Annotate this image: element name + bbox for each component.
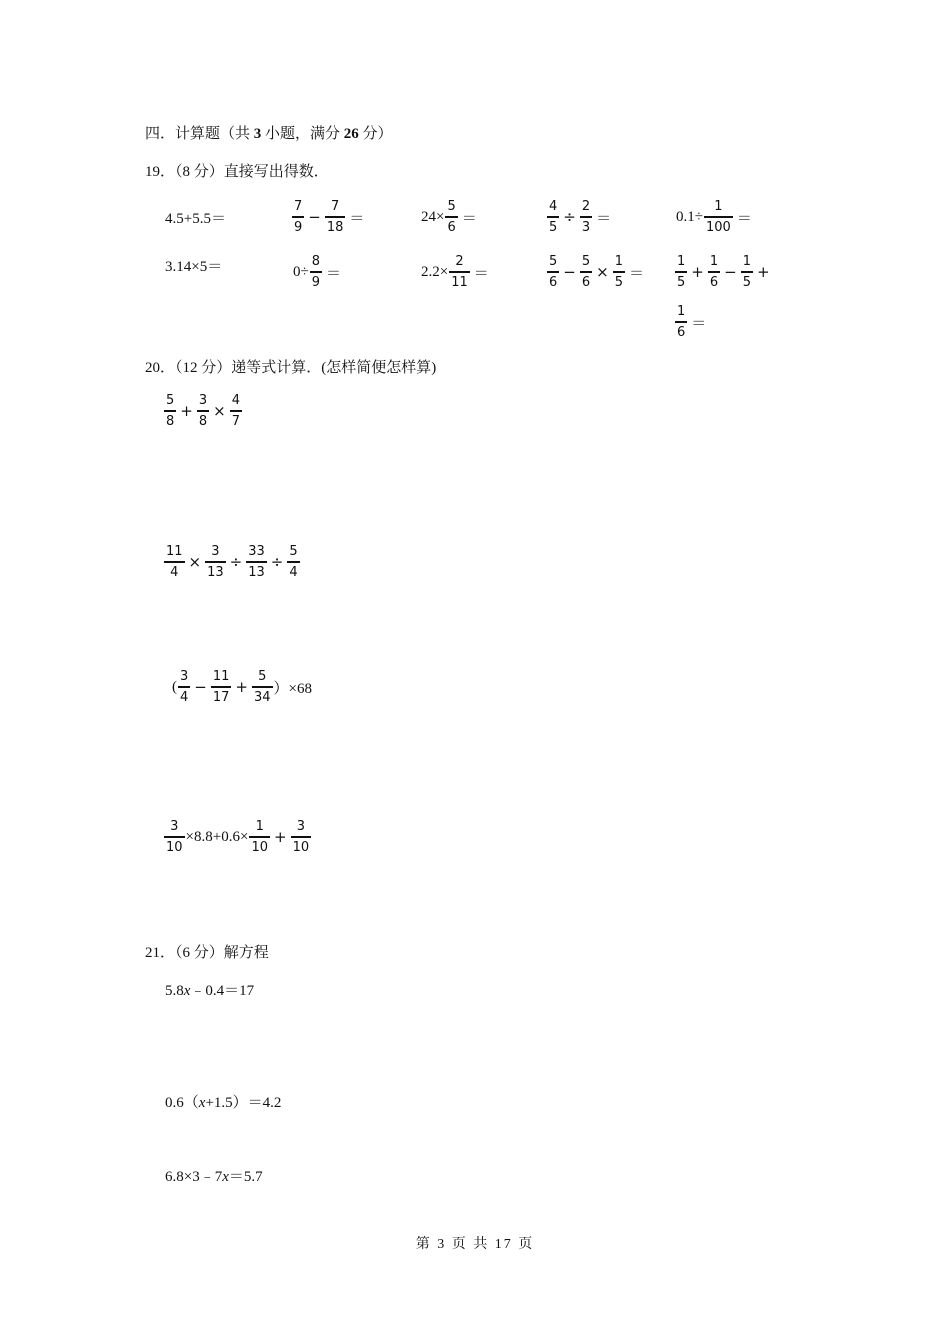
- fraction: $\frac{5}{6}$: [447, 199, 456, 235]
- fraction: $\frac{1}{5}$: [614, 254, 623, 290]
- fraction: $\frac{5}{8}$: [166, 393, 175, 429]
- fraction: $\frac{5}{6}$: [549, 254, 558, 290]
- fraction: $\frac{1}{100}$: [705, 199, 731, 235]
- fraction: $\frac{3}{13}$: [207, 544, 224, 580]
- fraction: $\frac{3}{10}$: [166, 819, 183, 855]
- q19-r1-e: 0.1÷ $\frac{1}{100}$ ＝: [676, 199, 752, 235]
- fraction: $\frac{1}{5}$: [677, 254, 686, 290]
- fraction: $\frac{1}{5}$: [742, 254, 751, 290]
- q20-title: 20．（12 分）递等式计算．(怎样简便怎样算): [145, 360, 437, 376]
- fraction: $\frac{3}{10}$: [292, 819, 310, 855]
- q21-title: 21．（6 分）解方程: [145, 945, 269, 961]
- fraction: $\frac{5}{6}$: [581, 254, 591, 290]
- q21-equation-1: 5.8x﹣0.4＝17: [165, 983, 255, 999]
- q19-r1-d: $\frac{4}{5}$ ÷ $\frac{2}{3}$ ＝: [549, 199, 612, 235]
- fraction: $\frac{3}{4}$: [180, 669, 189, 705]
- q19-r2-e: $\frac{1}{5}$ + $\frac{1}{6}$ − $\frac{1}{5}$ +: [677, 254, 770, 290]
- fraction: $\frac{5}{34}$: [253, 669, 271, 705]
- q21-equation-2: 0.6（x+1.5）＝4.2: [165, 1095, 282, 1111]
- fraction: $\frac{11}{17}$: [212, 669, 230, 705]
- fraction: $\frac{5}{4}$: [289, 544, 298, 580]
- q19-r2-d: $\frac{5}{6}$ − $\frac{5}{6}$ × $\frac{1}{5}$ ＝: [549, 254, 645, 290]
- q19-r1-b: $\frac{7}{9}$ − $\frac{7}{18}$ ＝: [294, 199, 365, 235]
- q19-r2-e-cont: $\frac{1}{6}$ ＝: [677, 304, 707, 340]
- section-heading: 四．计算题（共 3 小题，满分 26 分）: [145, 126, 393, 142]
- q20-expr-1: $\frac{5}{8}$ + $\frac{3}{8}$ × $\frac{4}{7}$: [166, 393, 240, 429]
- fraction: $\frac{2}{3}$: [581, 199, 591, 235]
- q19-r1-c: 24× $\frac{5}{6}$ ＝: [421, 199, 477, 235]
- fraction: $\frac{4}{5}$: [549, 199, 558, 235]
- q19-r1-a: 4.5+5.5＝: [165, 210, 226, 227]
- fraction: $\frac{3}{8}$: [198, 393, 208, 429]
- fraction: $\frac{1}{6}$: [677, 304, 686, 340]
- fraction: $\frac{1}{10}$: [251, 819, 268, 855]
- fraction: $\frac{1}{6}$: [709, 254, 719, 290]
- fraction: $\frac{33}{13}$: [248, 544, 265, 580]
- q19-r2-a: 3.14×5＝: [165, 259, 223, 275]
- fraction: $\frac{7}{18}$: [326, 199, 344, 235]
- q20-expr-4: $\frac{3}{10}$ ×8.8+0.6× $\frac{1}{10}$ + $\frac{3}{10}$: [166, 819, 310, 855]
- q19-r2-b: 0÷ $\frac{8}{9}$ ＝: [293, 254, 342, 290]
- fraction: $\frac{8}{9}$: [311, 254, 321, 290]
- page-footer: 第 3 页 共 17 页: [415, 1237, 535, 1252]
- fraction: $\frac{11}{4}$: [166, 544, 183, 580]
- fraction: $\frac{2}{11}$: [451, 254, 468, 290]
- q19-r2-c: 2.2× $\frac{2}{11}$ ＝: [421, 254, 489, 290]
- q20-expr-2: $\frac{11}{4}$ × $\frac{3}{13}$ ÷ $\frac{33}{13}$ ÷ $\frac{5}{4}$: [166, 544, 298, 580]
- q21-equation-3: 6.8×3﹣7x＝5.7: [165, 1169, 263, 1185]
- fraction: $\frac{7}{9}$: [294, 199, 303, 235]
- fraction: $\frac{4}{7}$: [231, 393, 240, 429]
- q19-title: 19．（8 分）直接写出得数．: [145, 164, 329, 180]
- q20-expr-3: ( $\frac{3}{4}$ − $\frac{11}{17}$ + $\frac{5}{34}$ ）×68: [172, 669, 312, 705]
